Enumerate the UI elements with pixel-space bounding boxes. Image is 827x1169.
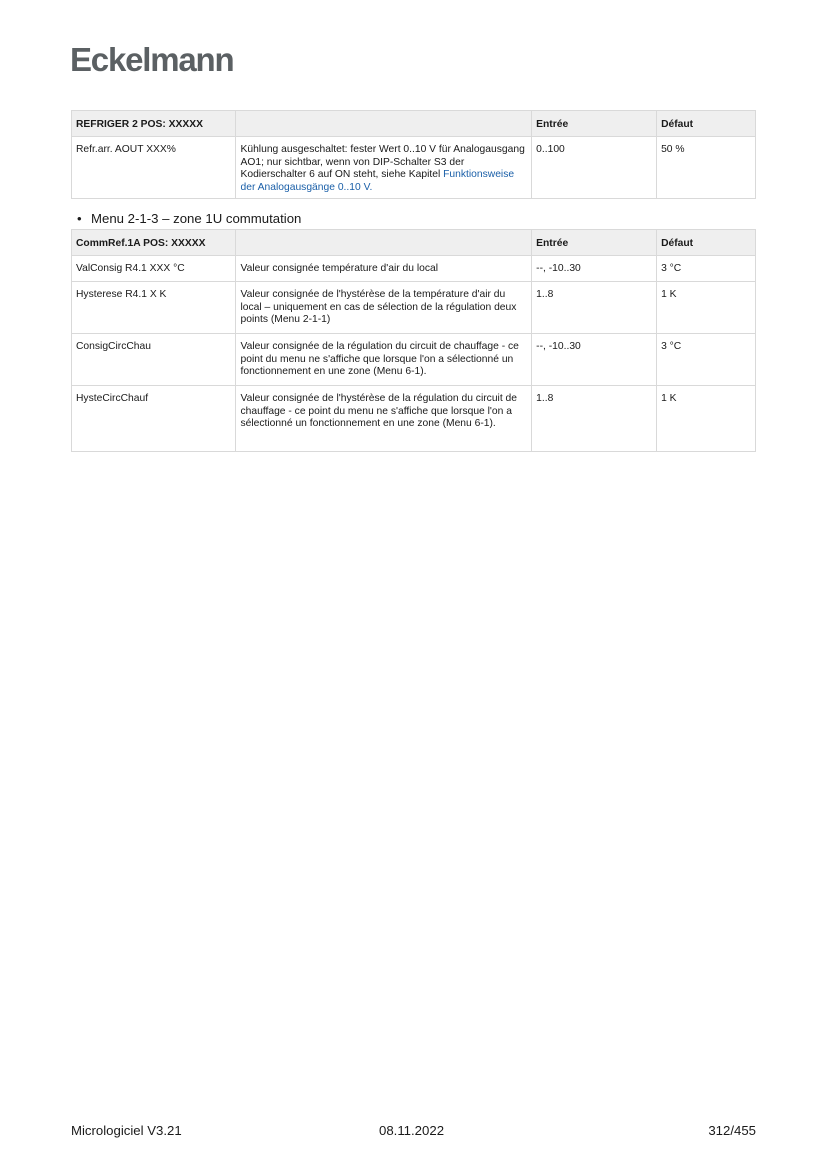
cell-name: HysteCircChauf bbox=[72, 386, 236, 452]
table-refriger-2 bbox=[71, 110, 756, 199]
footer-firmware-version: Micrologiciel V3.21 bbox=[71, 1123, 182, 1138]
cell-description: Valeur consignée de l'hystérèse de la température d'air du local – uniquement en cas de sélection de la régulation deux points (Menu 2-1-1) bbox=[236, 282, 532, 334]
chapter-link[interactable]: Funktionsweise der Analogausgänge 0..10 V. bbox=[240, 169, 515, 193]
cell-input: 0..100 bbox=[532, 137, 657, 199]
footer-page-number: 312/455 bbox=[708, 1123, 756, 1138]
cell-description: Valeur consignée température d'air du local bbox=[236, 256, 532, 282]
menu-bullet bbox=[77, 210, 301, 228]
cell-name: ConsigCircChau bbox=[72, 334, 236, 386]
cell-default: 1 K bbox=[657, 386, 756, 452]
bullet-symbol: • bbox=[77, 211, 82, 226]
header-description bbox=[236, 230, 532, 256]
cell-default: 3 °C bbox=[657, 256, 756, 282]
cell-description: Valeur consignée de l'hystérèse de la régulation du circuit de chauffage - ce point du menu ne s'affiche que lorsque l'on a sélectionné un fonctionnement en une zone (Menu 6-1). bbox=[236, 386, 532, 452]
table-header-row bbox=[72, 111, 756, 137]
table-row bbox=[72, 256, 756, 282]
cell-description bbox=[236, 137, 532, 199]
table-commref-1a bbox=[71, 229, 756, 452]
table-row bbox=[72, 334, 756, 386]
description-text: Kühlung ausgeschaltet: fester Wert 0..10 V für Analogausgang AO1; nur sichtbar, wenn von DIP-Schalter S3 der Kodierschalter 6 auf ON steht, siehe Kapitel bbox=[240, 144, 525, 181]
table-header-row bbox=[72, 230, 756, 256]
header-default: Défaut bbox=[657, 111, 756, 137]
header-input: Entrée bbox=[532, 230, 657, 256]
header-input: Entrée bbox=[532, 111, 657, 137]
table-row bbox=[72, 386, 756, 452]
header-default: Défaut bbox=[657, 230, 756, 256]
header-menu-name: CommRef.1A POS: XXXXX bbox=[72, 230, 236, 256]
cell-description: Valeur consignée de la régulation du circuit de chauffage - ce point du menu ne s'affiche que lorsque l'on a sélectionné un fonctionnement en une zone (Menu 6-1). bbox=[236, 334, 532, 386]
cell-input: 1..8 bbox=[532, 386, 657, 452]
eckelmann-logo: Eckelmann bbox=[70, 41, 234, 78]
header-description bbox=[236, 111, 532, 137]
cell-input: --, -10..30 bbox=[532, 256, 657, 282]
cell-default: 1 K bbox=[657, 282, 756, 334]
cell-name: Hysterese R4.1 X K bbox=[72, 282, 236, 334]
cell-name: Refr.arr. AOUT XXX% bbox=[72, 137, 236, 199]
cell-input: --, -10..30 bbox=[532, 334, 657, 386]
header-menu-name: REFRIGER 2 POS: XXXXX bbox=[72, 111, 236, 137]
footer-date: 08.11.2022 bbox=[379, 1123, 445, 1138]
table-row bbox=[72, 137, 756, 199]
cell-input: 1..8 bbox=[532, 282, 657, 334]
cell-default: 50 % bbox=[657, 137, 756, 199]
cell-name: ValConsig R4.1 XXX °C bbox=[72, 256, 236, 282]
table-row bbox=[72, 282, 756, 334]
cell-default: 3 °C bbox=[657, 334, 756, 386]
menu-heading: Menu 2-1-3 – zone 1U commutation bbox=[91, 211, 302, 226]
